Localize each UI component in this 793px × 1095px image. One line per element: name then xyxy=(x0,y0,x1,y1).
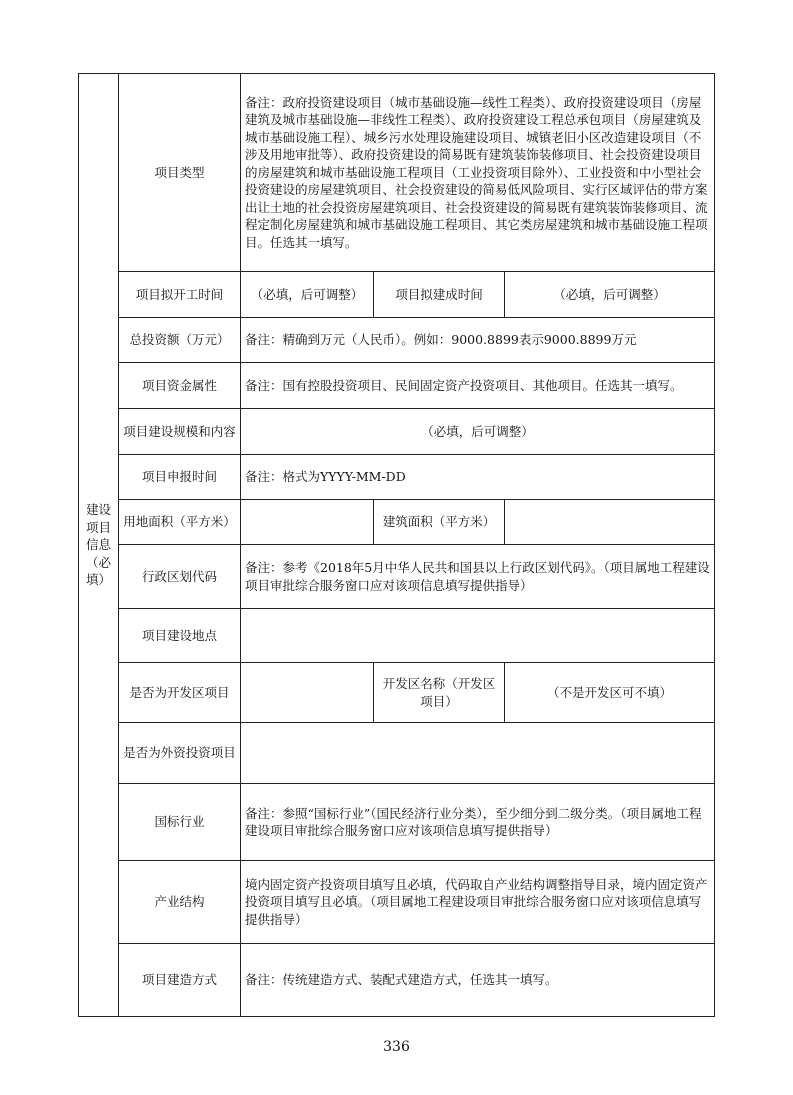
label-planned-completion: 项目拟建成时间 xyxy=(374,272,505,318)
note-declare-time[interactable]: 备注：格式为YYYY-MM-DD xyxy=(241,455,715,500)
section-label: 建设项目信息（必填） xyxy=(79,74,119,1017)
label-total-investment: 总投资额（万元） xyxy=(119,318,241,363)
label-location: 项目建设地点 xyxy=(119,609,241,663)
value-land-area[interactable] xyxy=(241,500,374,545)
label-dev-zone-name: 开发区名称（开发区项目） xyxy=(374,663,505,723)
label-construction-method: 项目建造方式 xyxy=(119,944,241,1017)
label-fund-attribute: 项目资金属性 xyxy=(119,363,241,409)
label-project-type: 项目类型 xyxy=(119,74,241,272)
note-construction-method[interactable]: 备注：传统建造方式、装配式建造方式，任选其一填写。 xyxy=(241,944,715,1017)
row-location xyxy=(79,609,715,663)
row-fund-attribute xyxy=(79,363,715,409)
value-foreign-investment[interactable] xyxy=(241,723,715,784)
value-planned-completion[interactable]: （必填，后可调整） xyxy=(505,272,715,318)
note-fund-attribute[interactable]: 备注：国有控股投资项目、民间固定资产投资项目、其他项目。任选其一填写。 xyxy=(241,363,715,409)
label-dev-zone: 是否为开发区项目 xyxy=(119,663,241,723)
label-planned-start: 项目拟开工时间 xyxy=(119,272,241,318)
row-foreign-investment xyxy=(79,723,715,784)
value-scale-content[interactable]: （必填，后可调整） xyxy=(241,409,715,455)
value-building-area[interactable] xyxy=(505,500,715,545)
note-project-type[interactable]: 备注：政府投资建设项目（城市基础设施—线性工程类）、政府投资建设项目（房屋建筑及城市基础设施—非线性工程类）、政府投资建设工程总承包项目（房屋建筑及城市基础设施工程）、城乡污水处理设施建设项目、城镇老旧小区改造建设项目（不涉及用地审批等）、政府投资建设的简易既有建筑装饰装修项目、社会投资建设项目的房屋建筑和城市基础设施工程项目（工业投资项目除外）、工业投资和中小型社会投资建设的房屋建筑项目、社会投资建设的简易低风险项目、实行区域评估的带方案出让土地的社会投资房屋建筑项目、社会投资建设的简易既有建筑装饰装修项目、流程定制化房屋建筑和城市基础设施工程项目、其它类房屋建筑和城市基础设施工程项目。任选其一填写。 xyxy=(241,74,715,272)
label-division-code: 行政区划代码 xyxy=(119,545,241,609)
value-dev-zone-name[interactable]: （不是开发区可不填） xyxy=(505,663,715,723)
label-building-area: 建筑面积（平方米） xyxy=(374,500,505,545)
project-info-form xyxy=(78,73,715,1017)
row-industry xyxy=(79,784,715,861)
note-total-investment[interactable]: 备注：精确到万元（人民币）。例如：9000.8899表示9000.8899万元 xyxy=(241,318,715,363)
row-dev-zone xyxy=(79,663,715,723)
row-industrial-structure xyxy=(79,861,715,944)
row-areas xyxy=(79,500,715,545)
row-project-type xyxy=(79,74,715,272)
label-land-area: 用地面积（平方米） xyxy=(119,500,241,545)
value-location[interactable] xyxy=(241,609,715,663)
note-industry[interactable]: 备注：参照“国标行业”（国民经济行业分类），至少细分到二级分类。（项目属地工程建设项目审批综合服务窗口应对该项信息填写提供指导） xyxy=(241,784,715,861)
row-scale-content xyxy=(79,409,715,455)
row-schedule xyxy=(79,272,715,318)
row-total-investment xyxy=(79,318,715,363)
note-division-code[interactable]: 备注：参考《2018年5月中华人民共和国县以上行政区划代码》。（项目属地工程建设项目审批综合服务窗口应对该项信息填写提供指导） xyxy=(241,545,715,609)
row-division-code xyxy=(79,545,715,609)
row-construction-method xyxy=(79,944,715,1017)
label-industry: 国标行业 xyxy=(119,784,241,861)
row-declare-time xyxy=(79,455,715,500)
label-declare-time: 项目申报时间 xyxy=(119,455,241,500)
label-scale-content: 项目建设规模和内容 xyxy=(119,409,241,455)
value-dev-zone[interactable] xyxy=(241,663,374,723)
note-industrial-structure[interactable]: 境内固定资产投资项目填写且必填，代码取自产业结构调整指导目录，境内固定资产投资项目填写且必填。（项目属地工程建设项目审批综合服务窗口应对该项信息填写提供指导） xyxy=(241,861,715,944)
label-foreign-investment: 是否为外资投资项目 xyxy=(119,723,241,784)
page-number: 336 xyxy=(383,1039,410,1055)
value-planned-start[interactable]: （必填，后可调整） xyxy=(241,272,374,318)
label-industrial-structure: 产业结构 xyxy=(119,861,241,944)
